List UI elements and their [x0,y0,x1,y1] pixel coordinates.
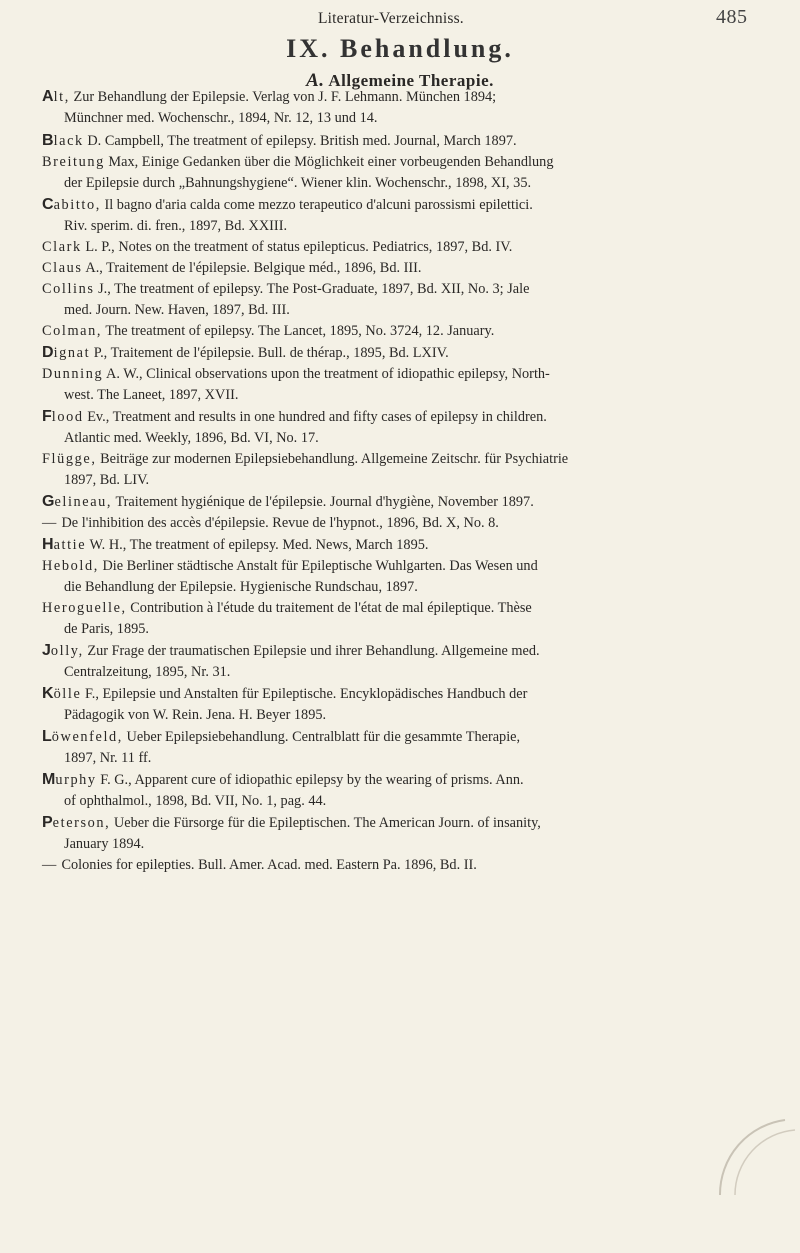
entry-text: Ueber die Fürsorge für die Epileptischen. The American Journ. of insanity, [113,815,541,831]
entry-author [42,451,97,467]
entry-line [42,342,752,364]
entry-text: Ev., Treatment and results in one hundred and fifty cases of epilepsy in children. [87,409,547,425]
entry-line [42,194,752,216]
entry-line [42,556,752,577]
page-number: 485 [716,6,748,28]
bibliography-entry [42,130,752,152]
entry-text: The treatment of epilepsy. The Lancet, 1895, No. 3724, 12. January. [105,323,495,339]
entry-text: Beiträge zur modernen Epilepsiebehandlung. Allgemeine Zeitschr. für Psychiatrie [100,451,569,467]
author-initial: L [42,728,52,745]
entry-author [42,686,81,702]
entry-line [42,683,752,705]
entry-line [42,406,752,428]
author-initial: D [42,344,54,361]
author-name: Breitung [42,154,105,170]
entry-text: med. Journ. New. Haven, 1897, Bd. III. [64,302,290,318]
author-name: lt, [53,89,70,105]
section-title: IX. Behandlung. [286,34,514,63]
author-name: urphy [55,772,97,788]
author-name: Collins [42,281,95,297]
running-head [0,6,800,28]
entry-author [42,89,70,105]
author-initial: A [42,88,54,105]
bibliography-entry [42,449,752,491]
author-name: Dunning [42,366,104,382]
bibliography-entry [42,258,752,279]
bibliography-entry [42,726,752,769]
bibliography-entry [42,640,752,683]
entry-line [42,662,752,683]
entry-line [42,705,752,726]
entry-line [42,385,752,406]
author-initial: J [42,642,51,659]
bibliography-entry [42,406,752,449]
entry-author [42,239,82,255]
bibliography-entry [42,86,752,129]
author-initial: P [42,814,53,831]
bibliography-entry [42,491,752,513]
entry-line [42,812,752,834]
entry-line [42,748,752,769]
entry-text: of ophthalmol., 1898, Bd. VII, No. 1, pag. 44. [64,793,327,809]
bibliography-entry [42,152,752,194]
entry-text: Centralzeitung, 1895, Nr. 31. [64,664,231,680]
author-name: lood [51,409,84,425]
entry-text: west. The Laneet, 1897, XVII. [64,387,239,403]
entry-text: die Behandlung der Epilepsie. Hygienische Rundschau, 1897. [64,579,418,595]
bibliography-entry [42,534,752,556]
entry-line [42,279,752,300]
entry-line [42,108,752,129]
entry-text: Münchner med. Wochenschr., 1894, Nr. 12, 13 und 14. [64,110,378,126]
entry-text: Il bagno d'aria calda come mezzo terapeutico d'alcuni parossismi epilettici. [104,197,533,213]
entry-line [42,470,752,491]
entry-text: A. W., Clinical observations upon the treatment of idiopathic epilepsy, North- [106,366,550,382]
entry-line [42,428,752,449]
entry-author [42,729,123,745]
entry-author [42,197,101,213]
entry-text: D. Campbell, The treatment of epilepsy. British med. Journal, March 1897. [87,133,517,149]
entry-author [42,366,103,382]
entry-text: Zur Frage der traumatischen Epilepsie und ihrer Behandlung. Allgemeine med. [87,643,540,659]
bibliography-entry [42,194,752,237]
entry-author [42,537,86,553]
entry-text: Pädagogik von W. Rein. Jena. H. Beyer 1895. [64,707,327,723]
entry-line [42,598,752,619]
entry-author [42,494,112,510]
author-name: abitto, [53,197,101,213]
entry-line [42,640,752,662]
entry-text: 1897, Bd. LIV. [64,472,150,488]
entry-line [42,130,752,152]
entry-line [42,619,752,640]
bibliography-entry [42,556,752,598]
entry-text: January 1894. [64,836,145,852]
entry-line [42,321,752,342]
entry-text: De l'inhibition des accès d'épilepsie. Revue de l'hypnot., 1896, Bd. X, No. 8. [61,515,499,531]
author-name: Colman, [42,323,103,339]
author-initial: F [42,408,52,425]
author-name: elineau, [54,494,113,510]
author-initial: G [42,493,55,510]
running-title: Literatur-Verzeichniss. [318,10,464,27]
entry-text: L. P., Notes on the treatment of status epilepticus. Pediatrics, 1897, Bd. IV. [85,239,513,255]
entry-text: Ueber Epilepsiebehandlung. Centralblatt für die gesammte Therapie, [126,729,521,745]
bibliography-entry [42,321,752,342]
entry-author [42,600,127,616]
author-name: Hebold, [42,558,99,574]
entry-author [42,260,83,276]
entry-text: P., Traitement de l'épilepsie. Bull. de thérap., 1895, Bd. LXIV. [93,345,449,361]
bibliography-entry [42,364,752,406]
bibliography-entry [42,855,752,876]
entry-line [42,534,752,556]
entry-text: A., Traitement de l'épilepsie. Belgique méd., 1896, Bd. III. [85,260,422,276]
entry-author [42,323,102,339]
entry-text: Zur Behandlung der Epilepsie. Verlag von J. F. Lehmann. München 1894; [73,89,497,105]
entry-text: Colonies for epilepties. Bull. Amer. Acad. med. Eastern Pa. 1896, Bd. II. [61,857,477,873]
author-name: lack [53,133,84,149]
bibliography-entry [42,683,752,726]
entry-text: Atlantic med. Weekly, 1896, Bd. VI, No. 17. [64,430,319,446]
author-initial: M [42,771,56,788]
entry-line [42,769,752,791]
author-name: ölle [53,686,82,702]
entry-author [42,857,58,873]
entry-line [42,173,752,194]
bibliography-entry [42,769,752,812]
author-initial: H [42,536,54,553]
entry-line [42,86,752,108]
author-name: öwenfeld, [51,729,123,745]
entry-line [42,855,752,876]
entry-line [42,726,752,748]
library-stamp [690,1100,800,1250]
entry-author [42,345,90,361]
subsection-letter: A. [306,70,325,91]
entry-line [42,513,752,534]
entry-line [42,791,752,812]
entry-line [42,300,752,321]
entry-text: der Epilepsie durch „Bahnungshygiene“. Wiener klin. Wochenschr., 1898, XI, 35. [64,175,532,191]
bibliography-entry [42,342,752,364]
entry-text: W. H., The treatment of epilepsy. Med. News, March 1895. [89,537,429,553]
bibliography-entry [42,513,752,534]
entry-line [42,491,752,513]
author-name: olly, [50,643,84,659]
author-name: eterson, [52,815,111,831]
entry-line [42,834,752,855]
entry-line [42,216,752,237]
author-initial: C [42,196,54,213]
author-name: Flügge, [42,451,97,467]
entry-text: Max, Einige Gedanken über die Möglichkeit einer vorbeugenden Behandlung [108,154,554,170]
entry-text: Contribution à l'étude du traitement de l'état de mal épileptique. Thèse [130,600,532,616]
entry-text: 1897, Nr. 11 ff. [64,750,152,766]
entry-line [42,364,752,385]
entry-text: J., The treatment of epilepsy. The Post-Graduate, 1897, Bd. XII, No. 3; Jale [98,281,530,297]
author-name: Clark [42,239,82,255]
entry-text: F. G., Apparent cure of idiopathic epilepsy by the wearing of prisms. Ann. [100,772,524,788]
entry-line [42,258,752,279]
bibliography-entry [42,279,752,321]
bibliography-entry [42,598,752,640]
entry-text: Riv. sperim. di. fren., 1897, Bd. XXIII. [64,218,288,234]
entry-author [42,133,84,149]
author-initial: B [42,132,54,149]
entry-author [42,409,84,425]
entry-line [42,237,752,258]
entry-text: F., Epilepsie und Anstalten für Epileptische. Encyklopädisches Handbuch der [84,686,528,702]
entry-line [42,152,752,173]
author-name: Heroguelle, [42,600,127,616]
bibliography-entry [42,237,752,258]
entry-author [42,281,95,297]
bibliography-entry [42,812,752,855]
entry-line [42,449,752,470]
author-name: attie [53,537,87,553]
entry-author [42,815,110,831]
author-initial: K [42,685,54,702]
author-name: — [42,857,58,873]
entry-text: Traitement hygiénique de l'épilepsie. Journal d'hygiène, November 1897. [115,494,534,510]
entry-text: de Paris, 1895. [64,621,149,637]
subsection-name: Allgemeine Therapie. [328,71,494,90]
author-name: Claus [42,260,83,276]
entry-author [42,515,58,531]
entry-author [42,772,97,788]
entry-author [42,154,105,170]
author-name: ignat [53,345,91,361]
entry-line [42,577,752,598]
entry-text: Die Berliner städtische Anstalt für Epileptische Wuhlgarten. Das Wesen und [102,558,538,574]
author-name: — [42,515,58,531]
entry-author [42,643,84,659]
entry-author [42,558,99,574]
